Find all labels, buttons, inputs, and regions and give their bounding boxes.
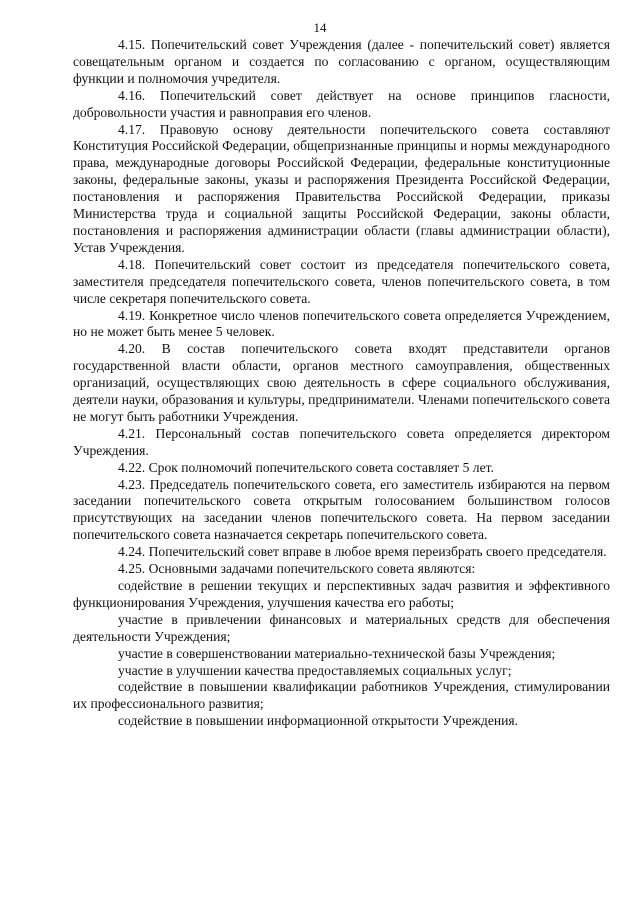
paragraph-4-23: 4.23. Председатель попечительского совета, его заместитель избираются на первом заседании попечительского совета открытым голосованием большинством голосов присутствующих на заседании членов попечительского совета. На первом заседании попечительского совета назначается секретарь попечительского совета. xyxy=(73,476,610,543)
paragraph-4-21: 4.21. Персональный состав попечительского совета определяется директором Учреждения. xyxy=(73,425,610,458)
list-item: участие в улучшении качества предоставляемых социальных услуг; xyxy=(118,662,512,678)
paragraph-4-16: 4.16. Попечительский совет действует на основе принципов гласности, добровольности участия и равноправия его членов. xyxy=(73,87,610,120)
paragraph-4-15: 4.15. Попечительский совет Учреждения (далее - попечительский совет) является совещательным органом и создается по согласованию с органом, осуществляющим функции и полномочия учредителя. xyxy=(73,37,610,86)
paragraph-4-17: 4.17. Правовую основу деятельности попечительского совета составляют Конституция Российской Федерации, общепризнанные принципы и нормы международного права, международные договоры Российской Федерации, федеральные конституционные законы, федеральные законы, указы и распоряжения Президента Российской Федерации, постановления и распоряжения Правительства Российской Федерации, приказы Министерства труда и социальной защиты Российской Федерации, законы области, постановления и распоряжения администрации области (главы администрации области), Устав Учреждения. xyxy=(73,121,610,255)
list-item: участие в привлечении финансовых и материальных средств для обеспечения деятельности Учреждения; xyxy=(73,611,610,644)
list-item: участие в совершенствовании материально-технической базы Учреждения; xyxy=(118,645,556,661)
task-list xyxy=(73,578,610,730)
paragraph-4-18: 4.18. Попечительский совет состоит из председателя попечительского совета, заместителя председателя попечительского совета, членов попечительского совета, в том числе секретаря попечительского совета. xyxy=(73,256,610,306)
document-body xyxy=(73,37,610,730)
page-number: 14 xyxy=(313,20,327,35)
paragraph-4-19: 4.19. Конкретное число членов попечительского совета определяется Учреждением, но не может быть менее 5 человек. xyxy=(73,307,610,340)
list-item: содействие в решении текущих и перспективных задач развития и эффективного функционирования Учреждения, улучшения качества его работы; xyxy=(73,578,610,610)
paragraph-4-25: 4.25. Основными задачами попечительского совета являются: xyxy=(118,561,476,577)
list-item: содействие в повышении квалификации работников Учреждения, стимулировании их профессионального развития; xyxy=(73,679,610,712)
paragraph-4-24: 4.24. Попечительский совет вправе в любое время переизбрать своего председателя. xyxy=(118,544,607,560)
paragraph-4-20: 4.20. В состав попечительского совета входят представители органов государственной власти области, органов местного самоуправления, общественных организаций, осуществляющих свою деятельность в сфере социального обслуживания, деятели науки, образования и культуры, предприниматели. Членами попечительского совета не могут быть работники Учреждения. xyxy=(73,341,610,424)
list-item: содействие в повышении информационной открытости Учреждения. xyxy=(118,713,519,729)
paragraph-4-22: 4.22. Срок полномочий попечительского совета составляет 5 лет. xyxy=(118,459,494,475)
